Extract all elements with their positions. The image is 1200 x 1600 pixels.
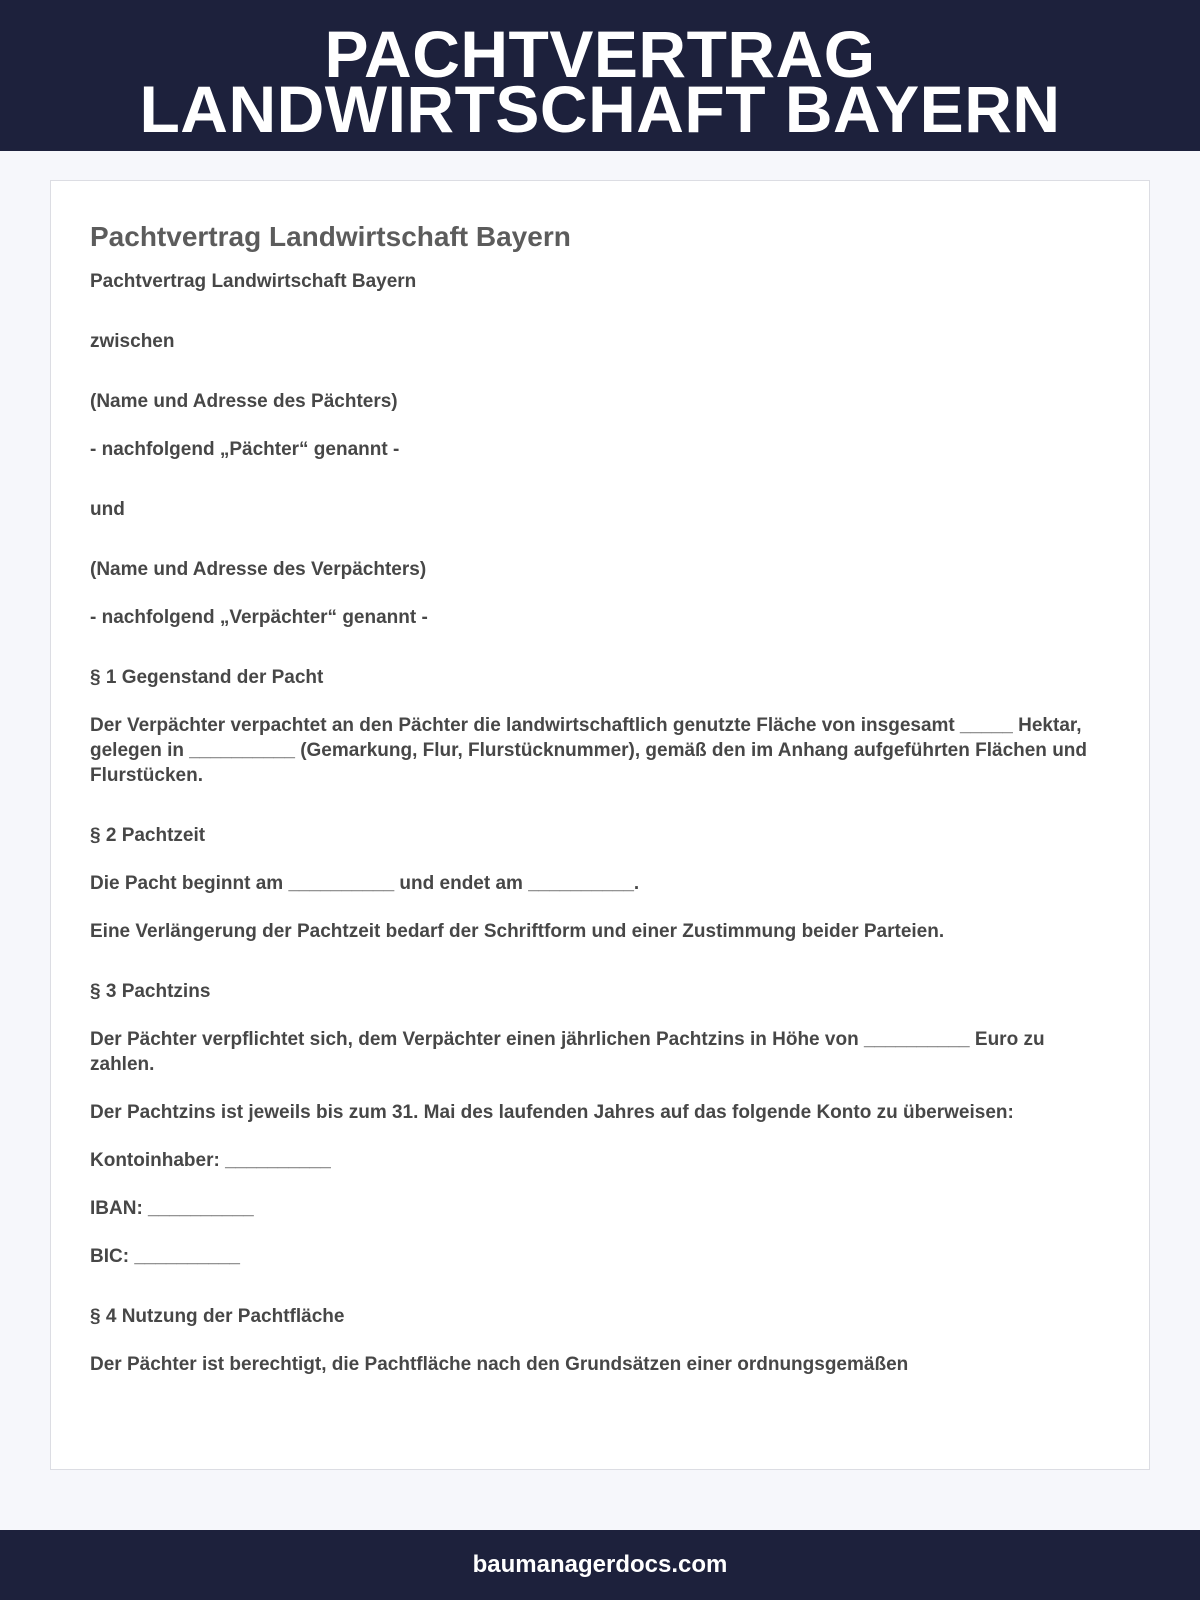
section-heading-4: § 4 Nutzung der Pachtfläche <box>90 1306 345 1327</box>
page-footer <box>0 1530 1200 1600</box>
page-header <box>0 0 1200 151</box>
doc-title-line: Pachtvertrag Landwirtschaft Bayern <box>90 271 417 292</box>
section-2-text-start-end: Die Pacht beginnt am __________ und endet am __________. <box>90 873 640 894</box>
section-heading-1: § 1 Gegenstand der Pacht <box>90 667 324 688</box>
document-card <box>50 180 1150 1470</box>
document-heading: Pachtvertrag Landwirtschaft Bayern <box>90 221 571 252</box>
party-connector-and: und <box>90 499 125 520</box>
iban-field: IBAN: __________ <box>90 1198 254 1219</box>
footer-site-name: baumanagerdocs.com <box>472 1551 728 1578</box>
party-connector: zwischen <box>90 331 175 352</box>
section-3-text-due: Der Pachtzins ist jeweils bis zum 31. Mai des laufenden Jahres auf das folgende Konto zu überweisen: <box>90 1102 1014 1123</box>
landlord-designation: - nachfolgend „Verpächter“ genannt - <box>90 607 428 628</box>
section-3-text-amount: Der Pächter verpflichtet sich, dem Verpächter einen jährlichen Pachtzins in Höhe von __________ Euro zu zahlen. <box>90 1029 1045 1075</box>
page-title <box>0 0 1200 146</box>
account-holder-field: Kontoinhaber: __________ <box>90 1150 331 1171</box>
section-heading-3: § 3 Pachtzins <box>90 981 211 1002</box>
section-1-text: Der Verpächter verpachtet an den Pächter die landwirtschaftlich genutzte Fläche von insgesamt _____ Hektar, gelegen in __________ (Gemarkung, Flur, Flurstücknummer), gemäß den im Anhang aufgeführten Flächen und Flurstücken. <box>90 715 1088 786</box>
page-title-line-1: PACHTVERTRAG <box>324 17 876 91</box>
landlord-placeholder: (Name und Adresse des Verpächters) <box>90 559 427 580</box>
section-heading-2: § 2 Pachtzeit <box>90 825 206 846</box>
tenant-placeholder: (Name und Adresse des Pächters) <box>90 391 398 412</box>
bic-field: BIC: __________ <box>90 1246 240 1267</box>
tenant-designation: - nachfolgend „Pächter“ genannt - <box>90 439 400 460</box>
page-title-line-2: LANDWIRTSCHAFT BAYERN <box>139 72 1061 146</box>
section-2-text-extension: Eine Verlängerung der Pachtzeit bedarf der Schriftform und einer Zustimmung beider Parteien. <box>90 921 945 942</box>
section-4-text: Der Pächter ist berechtigt, die Pachtfläche nach den Grundsätzen einer ordnungsgemäßen <box>90 1354 909 1375</box>
